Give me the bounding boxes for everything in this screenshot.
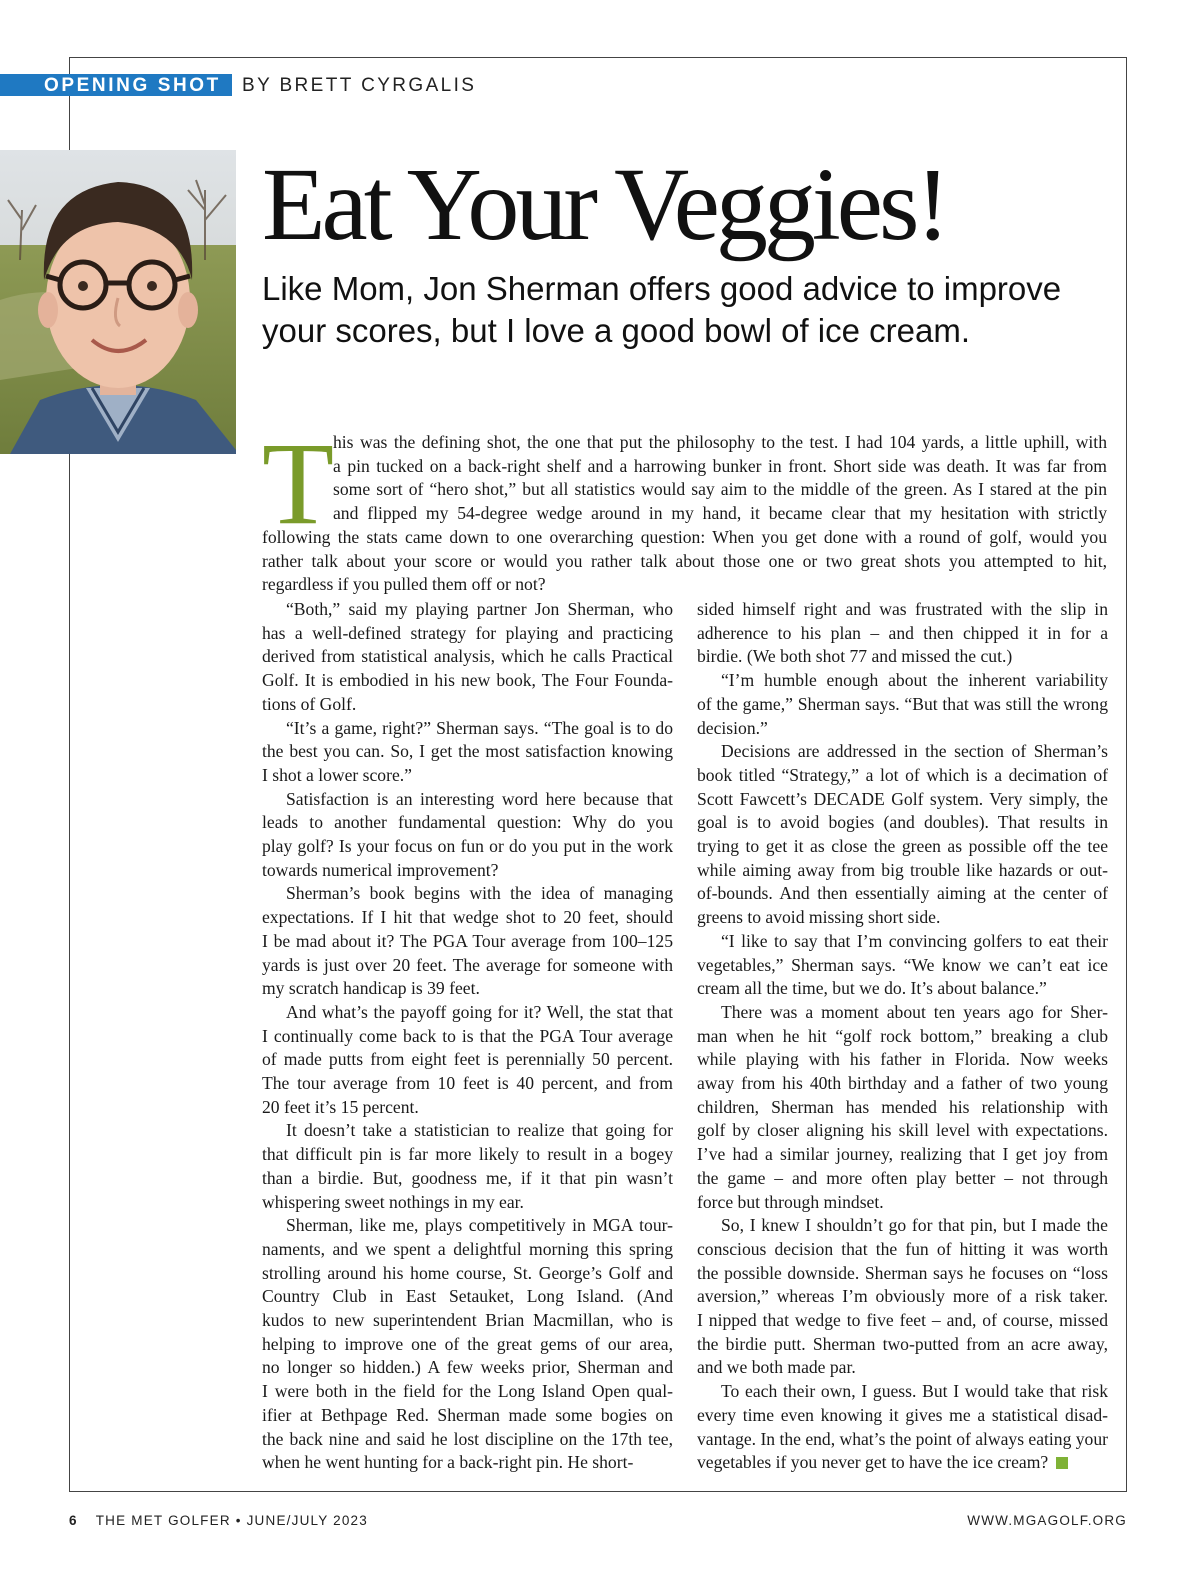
footer-left — [69, 1511, 368, 1531]
article-line: Scott Fawcett’s DECADE Golf system. Very simply, the — [697, 788, 1108, 809]
article-line: strolling around his home course, St. George’s Golf and — [262, 1262, 673, 1283]
article-line: derived from statistical analysis, which he calls Practical — [262, 646, 673, 667]
article-line: than a birdie. But, goodness me, if it that pin wasn’t — [262, 1167, 673, 1188]
article-line: “I like to say that I’m convincing golfers to eat their — [721, 930, 1108, 951]
article-line: trying to get it as close the green as possible off the tee — [697, 836, 1108, 856]
article-line: I shot a lower score.” — [262, 764, 412, 785]
article-line: no longer so hidden.) A few weeks prior, Sherman and — [262, 1357, 673, 1378]
article-line: helping to improve one of the great gems of our area, — [262, 1333, 673, 1354]
article-line: aversion,” whereas I’m obviously more of a risk taker. — [697, 1286, 1108, 1307]
section-label: OPENING SHOT — [44, 75, 221, 96]
article-line: “I’m humble enough about the inherent variability — [721, 670, 1108, 691]
article-line: golf by closer aligning his skill level with expectations. — [697, 1120, 1108, 1141]
article-line: vegetables if you never get to have the ice cream? — [697, 1450, 1068, 1474]
article-line: I nipped that wedge to five feet – and, of course, missed — [697, 1310, 1108, 1330]
article-line: naments, and we spent a delightful morning this spring — [262, 1238, 673, 1259]
article-line: and we both made par. — [697, 1357, 856, 1378]
article-line: I be mad about it? The PGA Tour average from 100–125 — [262, 930, 673, 951]
article-line: Satisfaction is an interesting word here because that — [286, 788, 673, 809]
article-line: greens to avoid missing short side. — [697, 907, 941, 928]
article-line: whispering sweet nothings in my ear. — [262, 1191, 524, 1212]
article-line: book titled “Strategy,” a lot of which is a decimation of — [697, 764, 1108, 785]
article-line: 20 feet it’s 15 percent. — [262, 1096, 419, 1117]
article-line: And what’s the payoff going for it? Well, the stat that — [286, 1001, 673, 1022]
article-line: cream all the time, but we do. It’s about balance.” — [697, 978, 1047, 999]
article-line: away from his 40th birthday and a father of two young — [697, 1073, 1108, 1093]
article-line: regardless if you pulled them off or not? — [262, 574, 546, 595]
article-line: of-bounds. And then essentially aiming at the center of — [697, 883, 1108, 904]
article-line: There was a moment about ten years ago for Sher- — [721, 1001, 1108, 1022]
article-line: Sherman’s book begins with the idea of managing — [286, 883, 673, 904]
article-line: my scratch handicap is 39 feet. — [262, 978, 480, 999]
article-line: and flipped my 54-degree wedge around in my hand, it became clear that my hesitation with strictly — [333, 503, 1107, 524]
article-line: The tour average from 10 feet is 40 percent, and from — [262, 1073, 673, 1093]
article-line: I were both in the field for the Long Island Open qual- — [262, 1381, 673, 1402]
article-line: Decisions are addressed in the section of Sherman’s — [721, 741, 1108, 762]
article-line: To each their own, I guess. But I would take that risk — [721, 1381, 1108, 1402]
article-line: So, I knew I shouldn’t go for that pin, but I made the — [721, 1215, 1108, 1236]
article-line: has a well-defined strategy for playing and practicing — [262, 622, 673, 643]
byline: BY BRETT CYRGALIS — [242, 75, 477, 96]
article-line: the best you can. So, I get the most satisfaction knowing — [262, 741, 673, 762]
article-line: kudos to new superintendent Brian Macmillan, who is — [262, 1310, 673, 1330]
article-line: It doesn’t take a statistician to realize that going for — [286, 1120, 673, 1141]
article-line: vegetables,” Sherman says. “We know we can’t eat ice — [697, 954, 1108, 975]
article-line: while aiming away from big trouble like hazards or out- — [697, 859, 1108, 880]
footer-url: WWW.MGAGOLF.ORG — [967, 1513, 1127, 1528]
article-line: I’ve had a similar journey, realizing that I get joy from — [697, 1144, 1108, 1165]
end-of-story-mark — [1056, 1457, 1068, 1469]
article-line: some sort of “hero shot,” but all statistics would say aim to the middle of the green. As I stared at the pin — [333, 479, 1107, 500]
article-line: a pin tucked on a back-right shelf and a harrowing bunker in front. Short side was death. It was far from — [333, 455, 1107, 476]
article-line: decision.” — [697, 717, 768, 738]
article-line: “Both,” said my playing partner Jon Sherman, who — [286, 599, 673, 619]
article-line: conscious decision that the fun of hitting it was worth — [697, 1238, 1108, 1259]
article-line: of the game,” Sherman says. “But that was still the wrong — [697, 693, 1108, 714]
article-line: children, Sherman has mended his relationship with — [697, 1096, 1108, 1117]
article-line: force but through mindset. — [697, 1191, 884, 1212]
article-line: that difficult pin is far more likely to result in a bogey — [262, 1144, 673, 1165]
article-line: birdie. (We both shot 77 and missed the cut.) — [697, 646, 1013, 667]
article-line: of made putts from eight feet is perennially 50 percent. — [262, 1049, 673, 1070]
deck: Like Mom, Jon Sherman offers good advice to improve your scores, but I love a good bowl of ice cream. — [262, 270, 1062, 349]
article-line: play golf? Is your focus on fun or do you put in the work — [262, 836, 673, 856]
article-line: rather talk about your score or would you rather talk about those one or two great shots you attempted to hit, — [262, 550, 1107, 571]
article-line: the game – and more often play better – not through — [697, 1167, 1108, 1188]
article-line: sided himself right and was frustrated with the slip in — [697, 599, 1108, 619]
article-line: Sherman, like me, plays competitively in MGA tour- — [286, 1215, 673, 1236]
publication-info: THE MET GOLFER • JUNE/JULY 2023 — [95, 1513, 368, 1528]
article-line: while playing with his father in Florida. Now weeks — [697, 1049, 1108, 1070]
author-photo — [0, 150, 236, 454]
article-line: man when he hit “golf rock bottom,” breaking a club — [697, 1025, 1108, 1046]
article-line: towards numerical improvement? — [262, 859, 499, 880]
article-line: Country Club in East Setauket, Long Island. (And — [262, 1286, 673, 1307]
article-line: yards is just over 20 feet. The average for someone with — [262, 954, 673, 975]
portrait-image — [0, 150, 236, 454]
article-line: I continually come back to is that the PGA Tour average — [262, 1025, 673, 1046]
article-line: expectations. If I hit that wedge shot to 20 feet, should — [262, 907, 673, 928]
article-line: when he went hunting for a back-right pin. He short- — [262, 1452, 634, 1473]
article-line: leads to another fundamental question: Why do you — [262, 812, 673, 833]
article-line: “It’s a game, right?” Sherman says. “The goal is to do — [286, 717, 673, 738]
article-line: Golf. It is embodied in his new book, The Four Founda- — [262, 670, 673, 691]
headline: Eat Your Veggies! — [262, 147, 947, 262]
article-line: adherence to his plan – and then chipped it in for a — [697, 622, 1108, 643]
page-number: 6 — [69, 1513, 78, 1528]
article-line: every time even knowing it gives me a statistical disad- — [697, 1404, 1108, 1425]
article-line: the birdie putt. Sherman two-putted from an acre away, — [697, 1333, 1108, 1354]
article-line: following the stats came down to one overarching question: When you get done with a round of golf, would you — [262, 526, 1107, 547]
article-line: goal is to avoid bogies (and doubles). That results in — [697, 812, 1108, 833]
article-line: the possible downside. Sherman says he focuses on “loss — [697, 1262, 1108, 1283]
article-line: his was the defining shot, the one that put the philosophy to the test. I had 104 yards, a little uphill, with — [333, 432, 1107, 452]
article-line: the back nine and said he lost discipline on the 17th tee, — [262, 1428, 673, 1449]
article-line: ifier at Bethpage Red. Sherman made some bogies on — [262, 1404, 673, 1425]
article-line: tions of Golf. — [262, 693, 357, 714]
article-line: vantage. In the end, what’s the point of always eating your — [697, 1428, 1108, 1449]
drop-cap: T — [262, 418, 335, 549]
